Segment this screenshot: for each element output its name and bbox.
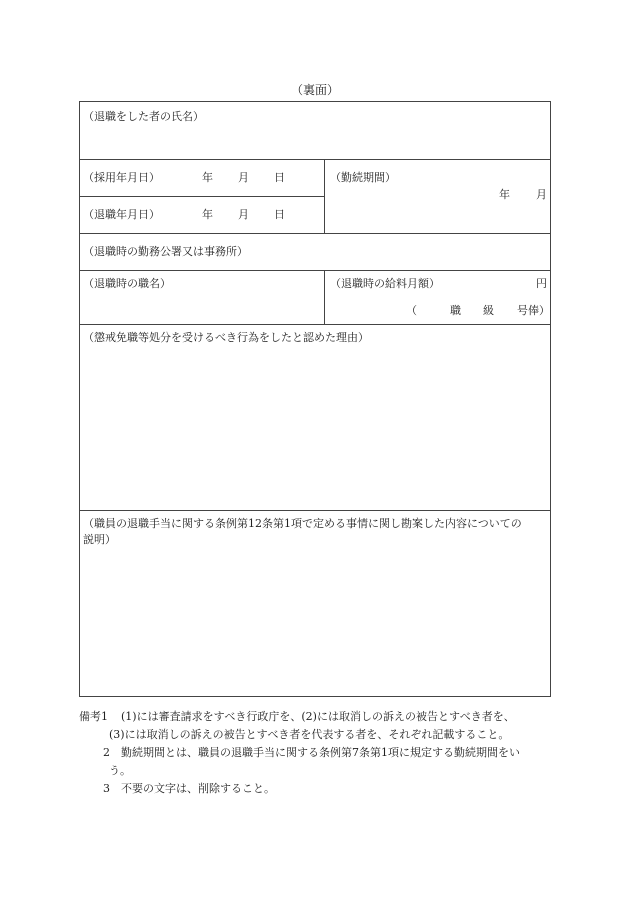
remark-1-prefix: 備考1 bbox=[79, 710, 108, 723]
row-divider bbox=[80, 270, 550, 271]
remark-2-text-1: 勤続期間とは、職員の退職手当に関する条例第7条第1項に規定する勤続期間をい bbox=[121, 746, 520, 759]
remark-1-line-1 bbox=[79, 708, 559, 726]
class-unit: 級 bbox=[483, 304, 494, 317]
yen-unit: 円 bbox=[536, 277, 547, 290]
row-divider bbox=[80, 510, 550, 511]
remark-2-number: 2 bbox=[103, 746, 110, 759]
hire-date-label: （採用年月日） bbox=[83, 171, 160, 184]
retirement-form-table bbox=[79, 101, 551, 697]
grade-open-paren: （ bbox=[406, 304, 417, 317]
explanation-label-line2: 説明） bbox=[83, 533, 116, 546]
retirement-year-unit: 年 bbox=[202, 208, 213, 221]
workplace-label: （退職時の勤務公署又は事務所） bbox=[83, 245, 248, 258]
remark-1-line-2 bbox=[79, 726, 559, 744]
page-title: （裏面） bbox=[290, 83, 339, 97]
retirement-date-label: （退職年月日） bbox=[83, 208, 160, 221]
row-divider bbox=[80, 196, 324, 197]
service-period-month-unit: 月 bbox=[536, 188, 547, 201]
remark-1-text-2: (3)には取消しの訴えの被告とすべき者を代表する者を、それぞれ記載すること。 bbox=[109, 728, 510, 741]
retirement-day-unit: 日 bbox=[274, 208, 285, 221]
explanation-label-line1: （職員の退職手当に関する条例第12条第1項で定める事情に関し勘案した内容についての bbox=[83, 517, 522, 530]
column-divider bbox=[324, 159, 325, 233]
position-label: （退職時の職名） bbox=[83, 277, 171, 290]
remark-2-line-1 bbox=[79, 744, 559, 762]
remarks-section bbox=[79, 708, 559, 798]
retiree-name-label: （退職をした者の氏名） bbox=[83, 110, 204, 123]
remark-3-number: 3 bbox=[103, 782, 110, 795]
remark-1-text-1: (1)には審査請求をすべき行政庁を、(2)には取消しの訴えの被告とすべき者を、 bbox=[121, 710, 515, 723]
row-divider bbox=[80, 233, 550, 234]
remark-3-text-1: 不要の文字は、削除すること。 bbox=[121, 782, 275, 795]
step-unit: 号俸） bbox=[517, 304, 550, 317]
service-period-year-unit: 年 bbox=[499, 188, 510, 201]
hire-day-unit: 日 bbox=[274, 171, 285, 184]
grade-unit: 職 bbox=[450, 304, 461, 317]
hire-year-unit: 年 bbox=[202, 171, 213, 184]
column-divider bbox=[324, 270, 325, 324]
remark-2-text-2: う。 bbox=[109, 764, 131, 777]
remark-2-line-2 bbox=[79, 762, 559, 780]
remark-3-line-1 bbox=[79, 780, 559, 798]
service-period-label: （勤続期間） bbox=[330, 171, 396, 184]
row-divider bbox=[80, 324, 550, 325]
hire-month-unit: 月 bbox=[238, 171, 249, 184]
salary-label: （退職時の給料月額） bbox=[330, 277, 440, 290]
row-divider bbox=[80, 159, 550, 160]
retirement-month-unit: 月 bbox=[238, 208, 249, 221]
reason-label: （懲戒免職等処分を受けるべき行為をしたと認めた理由） bbox=[83, 331, 369, 344]
